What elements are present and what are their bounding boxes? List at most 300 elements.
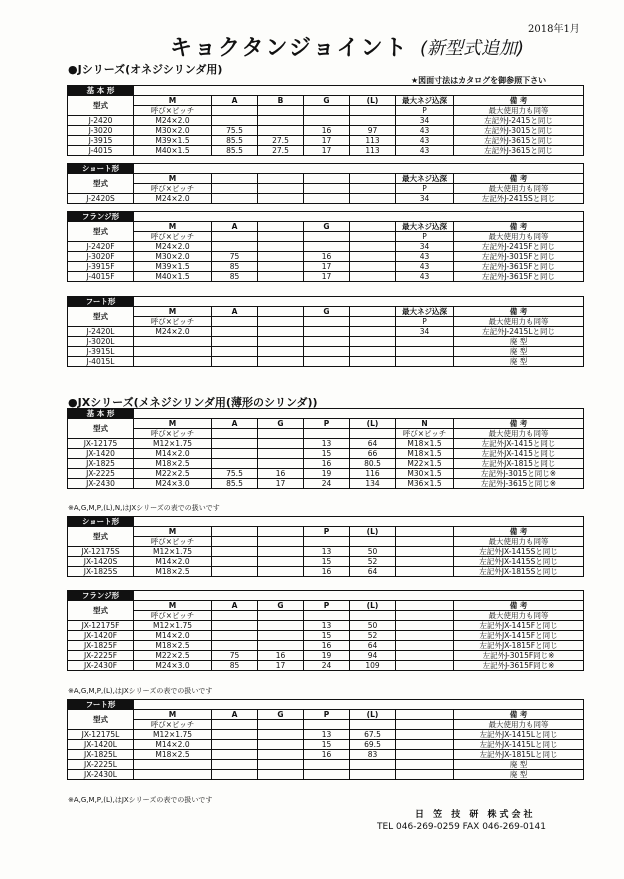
value-cell: 43 [396,146,454,156]
column-subheader [212,611,258,621]
value-cell: M12×1.75 [134,547,212,557]
table-subheader-row [68,317,584,327]
model-cell: J-3915F [68,262,134,272]
table-kind-row [68,409,584,419]
model-cell: JX-1420F [68,631,134,641]
table-subheader-row [68,611,584,621]
value-cell: 27.5 [258,136,304,146]
page-title: キョクタンジョイント [170,36,409,61]
table-row [68,126,584,136]
value-cell [258,262,304,272]
table-row [68,469,584,479]
column-header: A [212,419,258,429]
value-cell: 43 [396,262,454,272]
column-subheader [396,537,454,547]
remarks-cell: 左記外J-3015と同じ [454,126,584,136]
column-header: 型式 [68,527,134,547]
value-cell: M22×1.5 [396,459,454,469]
value-cell [350,357,396,367]
column-subheader [258,720,304,730]
column-subheader [212,317,258,327]
value-cell: M39×1.5 [134,136,212,146]
value-cell [212,347,258,357]
column-subheader [304,232,350,242]
value-cell [212,770,258,780]
column-subheader [212,232,258,242]
remarks-cell: 左記外JX-1815Sと同じ [454,567,584,577]
table-row [68,357,584,367]
value-cell [258,449,304,459]
model-cell: J-4015L [68,357,134,367]
value-cell: M14×2.0 [134,740,212,750]
value-cell: 85 [212,272,258,282]
value-cell [396,750,454,760]
table-row [68,194,584,204]
column-subheader [350,429,396,439]
table-row [68,136,584,146]
remarks-cell: 左記外J-3015Fと同じ [454,252,584,262]
table-kind-spacer [134,700,584,710]
table-row [68,567,584,577]
value-cell: 16 [304,252,350,262]
column-subheader [258,611,304,621]
value-cell [212,242,258,252]
column-subheader: 呼び×ピッチ [134,720,212,730]
value-cell [212,547,258,557]
model-cell: J-3915 [68,136,134,146]
column-subheader [350,232,396,242]
table-header-row [68,307,584,317]
remarks-cell: 左記外JX-1415Lと同じ [454,740,584,750]
value-cell: 16 [304,750,350,760]
remarks-cell: 廃 型 [454,347,584,357]
model-cell: J-2420F [68,242,134,252]
column-subheader [304,611,350,621]
column-header: M [134,419,212,429]
column-subheader: P [396,317,454,327]
value-cell [304,116,350,126]
value-cell [258,770,304,780]
value-cell [212,567,258,577]
drawing-note: ★図面寸法はカタログを御参照下さい [411,76,547,85]
column-header: G [258,710,304,720]
remarks-cell: 左記外JX-1415Sと同じ [454,557,584,567]
value-cell: M30×2.0 [134,126,212,136]
value-cell [350,194,396,204]
value-cell [258,730,304,740]
j-basic-table [67,85,584,156]
column-header: M [134,601,212,611]
value-cell: M24×3.0 [134,479,212,489]
j-series-heading: ●Jシリーズ(オネジシリンダ用) [68,63,223,76]
remarks-cell: 左記外J-3615と同じ※ [454,479,584,489]
column-subheader [350,537,396,547]
table-subheader-row [68,429,584,439]
column-header: G [304,222,350,232]
column-header: 備 考 [454,96,584,106]
value-cell: 15 [304,557,350,567]
table-row [68,651,584,661]
value-cell: 52 [350,557,396,567]
column-subheader [350,317,396,327]
value-cell: M40×1.5 [134,272,212,282]
value-cell: 19 [304,651,350,661]
remarks-cell: 左記外JX-1815Fと同じ [454,641,584,651]
value-cell [258,337,304,347]
value-cell: 17 [304,272,350,282]
column-header [212,174,258,184]
table-subheader-row [68,184,584,194]
column-subheader [350,184,396,194]
value-cell: 43 [396,252,454,262]
table-kind-label: フート形 [68,700,134,710]
table-row [68,116,584,126]
remarks-cell: 左記外J-3615Fと同じ [454,272,584,282]
column-subheader: 最大使用力も同等 [454,317,584,327]
column-header: 最大ネジ込深 [396,307,454,317]
column-subheader [304,720,350,730]
jx-short-table [67,516,584,577]
value-cell [258,740,304,750]
value-cell: 24 [304,661,350,671]
value-cell: M22×2.5 [134,469,212,479]
value-cell: 27.5 [258,146,304,156]
j-flange-table [67,211,584,282]
value-cell: 43 [396,272,454,282]
value-cell: M14×2.0 [134,449,212,459]
value-cell: 97 [350,126,396,136]
value-cell [304,194,350,204]
value-cell: 67.5 [350,730,396,740]
column-subheader: P [396,184,454,194]
model-cell: JX-12175S [68,547,134,557]
value-cell [350,760,396,770]
value-cell [134,357,212,367]
value-cell: 69.5 [350,740,396,750]
table-row [68,146,584,156]
table-kind-label: フランジ形 [68,591,134,601]
value-cell [258,631,304,641]
model-cell: JX-2225F [68,651,134,661]
jx-foot-footnote: ※A,G,M,P,(L),はJXシリーズの表での扱いです [68,796,213,804]
column-header: G [304,307,350,317]
value-cell [396,730,454,740]
value-cell: 85.5 [212,479,258,489]
value-cell: 17 [304,146,350,156]
column-subheader [396,611,454,621]
value-cell [212,116,258,126]
value-cell [350,347,396,357]
table-kind-row [68,86,584,96]
jx-foot-table [67,699,584,780]
value-cell: 13 [304,730,350,740]
column-header: 型式 [68,419,134,439]
table-kind-spacer [134,212,584,222]
column-subheader [212,184,258,194]
value-cell: 16 [304,641,350,651]
model-cell: JX-2430L [68,770,134,780]
model-cell: JX-2430F [68,661,134,671]
column-subheader [350,106,396,116]
value-cell [396,337,454,347]
value-cell [396,661,454,671]
table-kind-label: ショート形 [68,517,134,527]
table-kind-label: ショート形 [68,164,134,174]
value-cell: 83 [350,750,396,760]
value-cell: 17 [304,136,350,146]
value-cell [134,760,212,770]
column-header: A [212,96,258,106]
value-cell: 34 [396,327,454,337]
value-cell [304,357,350,367]
column-header: 型式 [68,174,134,194]
table-kind-label: 基 本 形 [68,86,134,96]
column-header: 最大ネジ込深 [396,222,454,232]
table-row [68,242,584,252]
column-header: (L) [350,96,396,106]
table-row [68,272,584,282]
jx-basic-table [67,408,584,489]
table-kind-row [68,297,584,307]
value-cell: M18×2.5 [134,641,212,651]
table-subheader-row [68,232,584,242]
column-subheader: 最大使用力も同等 [454,429,584,439]
column-subheader: 最大使用力も同等 [454,720,584,730]
table-row [68,557,584,567]
column-header: 備 考 [454,174,584,184]
column-subheader [212,106,258,116]
value-cell: 34 [396,194,454,204]
value-cell: M30×1.5 [396,469,454,479]
column-header: M [134,174,212,184]
remarks-cell: 廃 型 [454,357,584,367]
company-contact: TEL 046-269-0259 FAX 046-269-0141 [377,822,546,832]
model-cell: JX-1825L [68,750,134,760]
value-cell [258,347,304,357]
table-row [68,547,584,557]
value-cell: 64 [350,641,396,651]
value-cell [396,357,454,367]
remarks-cell: 左記外J-3015F同じ※ [454,651,584,661]
column-subheader: 呼び×ピッチ [134,429,212,439]
column-subheader: 最大使用力も同等 [454,184,584,194]
table-header-row [68,222,584,232]
column-subheader: 呼び×ピッチ [134,611,212,621]
column-header [396,710,454,720]
value-cell [258,567,304,577]
value-cell [212,337,258,347]
value-cell: M12×1.75 [134,439,212,449]
table-header-row [68,601,584,611]
table-kind-label: 基 本 形 [68,409,134,419]
value-cell: 113 [350,136,396,146]
table-row [68,337,584,347]
value-cell [212,760,258,770]
model-cell: J-3020 [68,126,134,136]
column-subheader: 呼び×ピッチ [134,317,212,327]
column-header [212,527,258,537]
table-row [68,479,584,489]
jx-flange-table [67,590,584,671]
column-header: (L) [350,710,396,720]
value-cell [396,557,454,567]
value-cell: 16 [258,651,304,661]
column-header: M [134,710,212,720]
column-header [258,307,304,317]
column-header: (L) [350,527,396,537]
column-header [350,307,396,317]
value-cell [396,770,454,780]
value-cell: 50 [350,547,396,557]
table-row [68,621,584,631]
value-cell: M14×2.0 [134,631,212,641]
model-cell: J-4015F [68,272,134,282]
value-cell [304,337,350,347]
value-cell [304,760,350,770]
remarks-cell: 左記外JX-1415Sと同じ [454,547,584,557]
table-subheader-row [68,537,584,547]
column-subheader [258,184,304,194]
column-header: 備 考 [454,307,584,317]
column-header: P [304,710,350,720]
j-short-table [67,163,584,204]
model-cell: JX-1420S [68,557,134,567]
column-header: 型式 [68,710,134,730]
table-header-row [68,96,584,106]
value-cell [212,327,258,337]
value-cell: M18×2.5 [134,750,212,760]
value-cell: 85.5 [212,146,258,156]
column-header: 型式 [68,307,134,327]
value-cell: M24×2.0 [134,327,212,337]
value-cell [212,621,258,631]
column-subheader [258,537,304,547]
remarks-cell: 左記外J-3615と同じ [454,146,584,156]
value-cell [258,242,304,252]
value-cell [350,337,396,347]
value-cell: M24×2.0 [134,116,212,126]
model-cell: J-2420L [68,327,134,337]
remarks-cell: 廃 型 [454,337,584,347]
value-cell: 134 [350,479,396,489]
value-cell: 34 [396,116,454,126]
column-subheader [212,720,258,730]
company-name: 日 笠 技 研 株式会社 [415,810,536,820]
table-row [68,347,584,357]
table-row [68,661,584,671]
column-header: P [304,527,350,537]
column-subheader [258,232,304,242]
column-header: A [212,307,258,317]
column-header: 最大ネジ込深 [396,96,454,106]
value-cell [258,547,304,557]
column-header: 備 考 [454,222,584,232]
column-subheader: P [396,232,454,242]
column-header: 備 考 [454,710,584,720]
value-cell: 94 [350,651,396,661]
value-cell: M24×2.0 [134,242,212,252]
value-cell [396,547,454,557]
table-kind-spacer [134,591,584,601]
value-cell: M18×2.5 [134,567,212,577]
value-cell [258,252,304,262]
table-kind-row [68,164,584,174]
value-cell: M40×1.5 [134,146,212,156]
value-cell: 34 [396,242,454,252]
model-cell: JX-1420 [68,449,134,459]
value-cell [212,557,258,567]
column-header: P [304,419,350,429]
column-header [258,222,304,232]
value-cell: M30×2.0 [134,252,212,262]
value-cell [258,116,304,126]
column-header: 備 考 [454,419,584,429]
value-cell: 15 [304,740,350,750]
column-subheader: 呼び×ピッチ [134,184,212,194]
value-cell [212,641,258,651]
column-header [258,174,304,184]
page-subtitle: (新型式追加) [420,38,525,59]
value-cell [258,439,304,449]
value-cell: 16 [304,567,350,577]
value-cell [134,337,212,347]
remarks-cell: 廃 型 [454,760,584,770]
value-cell: 13 [304,547,350,557]
value-cell [212,631,258,641]
column-subheader: 呼び×ピッチ [134,537,212,547]
value-cell: 13 [304,439,350,449]
model-cell: JX-1825F [68,641,134,651]
value-cell: 113 [350,146,396,156]
remarks-cell: 廃 型 [454,770,584,780]
remarks-cell: 左記外JX-1415と同じ [454,449,584,459]
column-header: G [258,419,304,429]
remarks-cell: 左記外J-3615F同じ※ [454,661,584,671]
model-cell: J-3020L [68,337,134,347]
value-cell: M24×3.0 [134,661,212,671]
model-cell: JX-2225L [68,760,134,770]
remarks-cell: 左記外JX-1815と同じ [454,459,584,469]
value-cell: 43 [396,126,454,136]
table-row [68,740,584,750]
table-row [68,439,584,449]
column-header: M [134,527,212,537]
value-cell [396,651,454,661]
column-header: M [134,307,212,317]
column-header [258,527,304,537]
table-row [68,327,584,337]
value-cell [396,567,454,577]
model-cell: J-3020F [68,252,134,262]
model-cell: J-4015 [68,146,134,156]
model-cell: JX-12175F [68,621,134,631]
remarks-cell: 左記外J-2415Lと同じ [454,327,584,337]
value-cell [212,459,258,469]
column-header [396,601,454,611]
value-cell [304,770,350,780]
value-cell [258,750,304,760]
value-cell [258,357,304,367]
table-subheader-row [68,106,584,116]
value-cell: M39×1.5 [134,262,212,272]
value-cell [212,740,258,750]
value-cell: 13 [304,621,350,631]
table-header-row [68,710,584,720]
value-cell: 17 [258,479,304,489]
table-row [68,252,584,262]
value-cell: 75 [212,252,258,262]
column-subheader [212,429,258,439]
